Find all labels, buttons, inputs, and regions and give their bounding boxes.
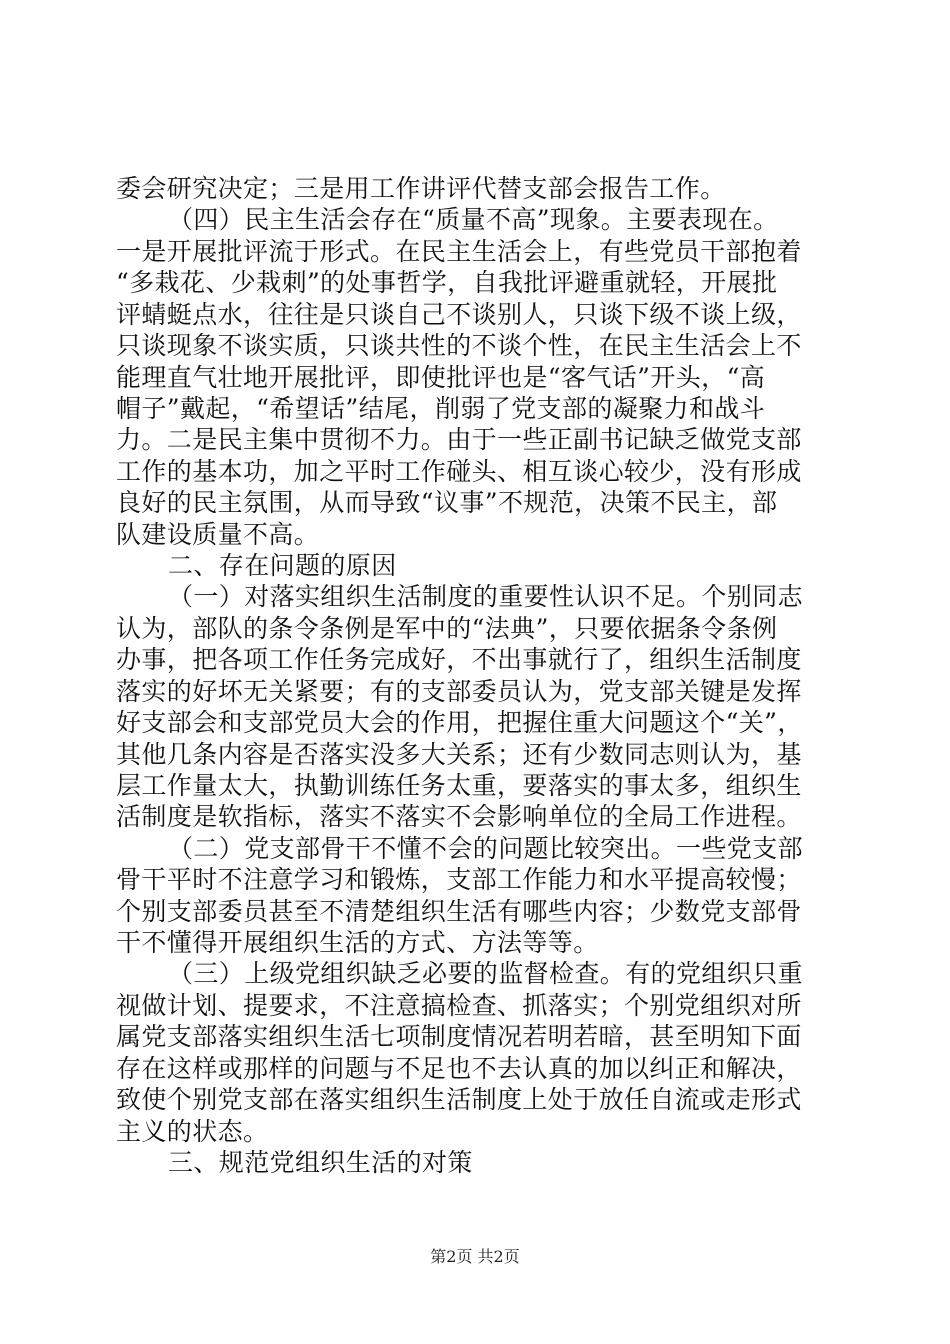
text-line: 主义的状态。	[116, 1117, 269, 1146]
text-line: 骨干平时不注意学习和锻炼，支部工作能力和水平提高较慢；	[116, 865, 802, 894]
paragraph-heading: （四）民主生活会存在“质量不高”现象。主要表现在。	[168, 205, 779, 234]
text-line: 帽子”戴起，“希望话”结尾，削弱了党支部的凝聚力和战斗	[116, 394, 766, 423]
paragraph-heading: （三）上级党组织缺乏必要的监督检查。有的党组织只重	[168, 959, 804, 988]
paragraph-heading: （一）对落实组织生活制度的重要性认识不足。个别同志	[168, 582, 804, 611]
text-line: 存在这样或那样的问题与不足也不去认真的加以纠正和解决，	[116, 1054, 802, 1083]
text-line: 视做计划、提要求，不注意搞检查、抓落实；个别党组织对所	[116, 991, 802, 1020]
text-line: 个别支部委员甚至不清楚组织生活有哪些内容；少数党支部骨	[116, 897, 802, 926]
text-line: 良好的民主氛围，从而导致“议事”不规范，决策不民主，部	[116, 488, 778, 517]
text-line: 评蜻蜓点水，往往是只谈自己不谈别人，只谈下级不谈上级，	[116, 300, 802, 329]
text-line: 能理直气壮地开展批评，即使批评也是“客气话”开头，“高	[116, 363, 766, 392]
text-line: 活制度是软指标，落实不落实不会影响单位的全局工作进程。	[116, 802, 802, 831]
paragraph-heading: （二）党支部骨干不懂不会的问题比较突出。一些党支部	[168, 834, 804, 863]
text-line: 工作的基本功，加之平时工作碰头、相互谈心较少，没有形成	[116, 457, 802, 486]
section-heading: 二、存在问题的原因	[168, 551, 397, 580]
text-line: 委会研究决定；三是用工作讲评代替支部会报告工作。	[116, 174, 726, 203]
text-line: 好支部会和支部党员大会的作用，把握住重大问题这个“关”，	[116, 708, 803, 737]
text-line: 队建设质量不高。	[116, 520, 320, 549]
text-line: 层工作量太大，执勤训练任务太重，要落实的事太多，组织生	[116, 771, 802, 800]
text-line: 只谈现象不谈实质，只谈共性的不谈个性，在民主生活会上不	[116, 331, 802, 360]
text-line: 干不懂得开展组织生活的方式、方法等等。	[116, 928, 599, 957]
text-line: 落实的好坏无关紧要；有的支部委员认为，党支部关键是发挥	[116, 677, 802, 706]
text-line: 一是开展批评流于形式。在民主生活会上，有些党员干部抱着	[116, 237, 802, 266]
text-line: 属党支部落实组织生活七项制度情况若明若暗，甚至明知下面	[116, 1022, 802, 1051]
text-line: 力。二是民主集中贯彻不力。由于一些正副书记缺乏做党支部	[116, 425, 802, 454]
text-line: 办事，把各项工作任务完成好，不出事就行了，组织生活制度	[116, 645, 802, 674]
section-heading: 三、规范党组织生活的对策	[168, 1148, 473, 1177]
text-line: “多栽花、少栽刺”的处事哲学，自我批评避重就轻，开展批	[116, 268, 778, 297]
text-line: 其他几条内容是否落实没多大关系；还有少数同志则认为，基	[116, 740, 802, 769]
page-number-footer: 第2页 共2页	[430, 1247, 520, 1266]
text-line: 致使个别党支部在落实组织生活制度上处于放任自流或走形式	[116, 1085, 802, 1114]
text-line: 认为，部队的条令条例是军中的“法典”，只要依据条令条例	[116, 614, 778, 643]
